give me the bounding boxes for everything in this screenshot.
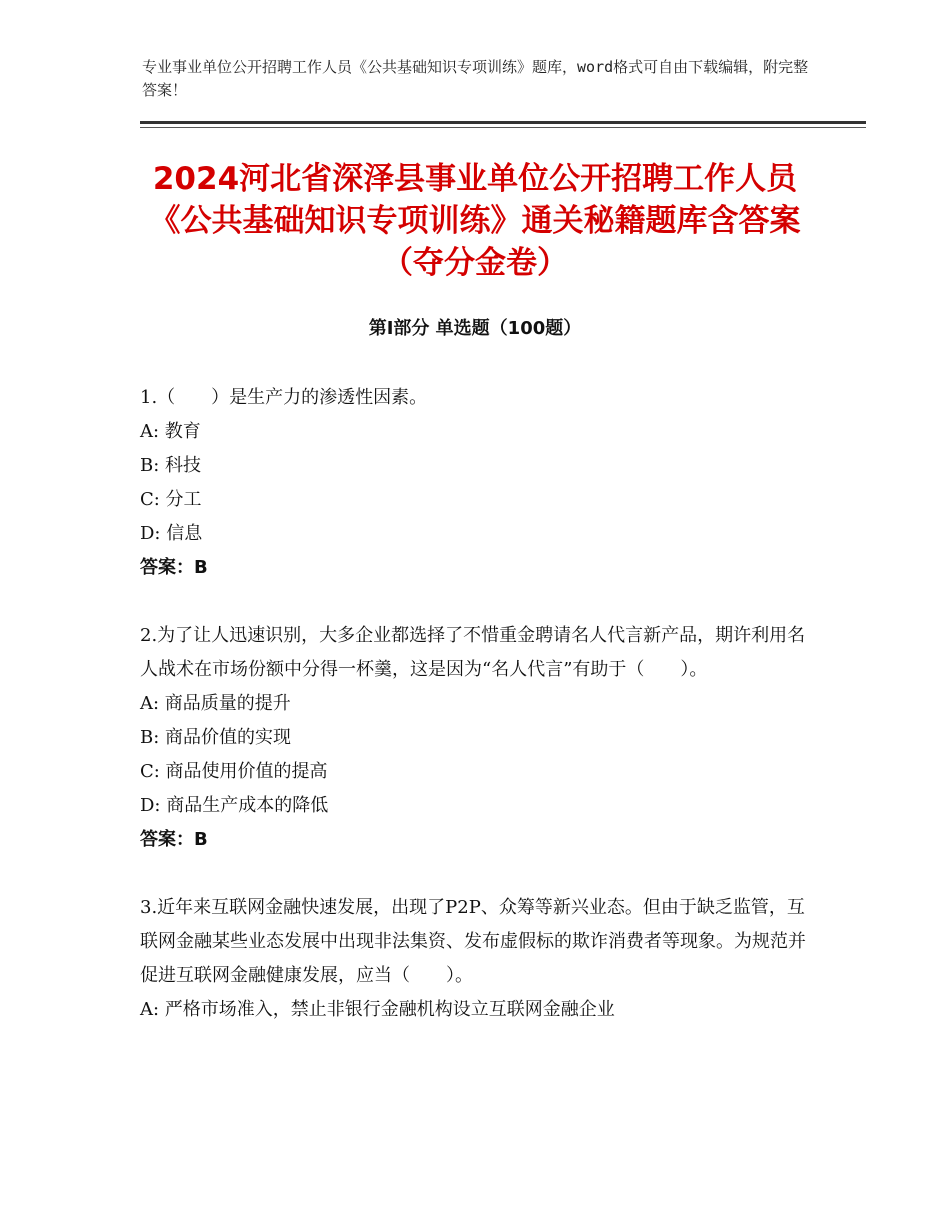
option-a: A: 严格市场准入，禁止非银行金融机构设立互联网金融企业 — [140, 999, 615, 1020]
question-3 — [140, 891, 810, 1027]
question-1 — [140, 381, 810, 585]
option-a: A: 教育 — [140, 421, 201, 442]
header-note: 专业事业单位公开招聘工作人员《公共基础知识专项训练》题库，word格式可自由下载编辑，附完整答案！ — [142, 58, 809, 99]
question-2 — [140, 619, 810, 857]
option-c: C: 商品使用价值的提高 — [140, 761, 328, 782]
question-stem: 2.为了让人迅速识别，大多企业都选择了不惜重金聘请名人代言新产品，期许利用名人战术在市场份额中分得一杯羹，这是因为“名人代言”有助于（ ）。 — [140, 625, 806, 680]
option-d: D: 信息 — [140, 523, 203, 544]
option-b: B: 科技 — [140, 455, 202, 476]
header-divider-thin — [140, 127, 866, 128]
question-stem: 3.近年来互联网金融快速发展，出现了P2P、众筹等新兴业态。但由于缺乏监管，互联网金融某些业态发展中出现非法集资、发布虚假标的欺诈消费者等现象。为规范并促进互联网金融健康发展，应当（ ）。 — [140, 897, 806, 986]
document-title: 2024河北省深泽县事业单位公开招聘工作人员《公共基础知识专项训练》通关秘籍题库含答案（夺分金卷） — [149, 161, 801, 281]
answer: 答案：B — [140, 829, 208, 850]
option-a: A: 商品质量的提升 — [140, 693, 291, 714]
section-title: 第Ⅰ部分 单选题（100题） — [368, 318, 582, 339]
option-c: C: 分工 — [140, 489, 202, 510]
option-b: B: 商品价值的实现 — [140, 727, 292, 748]
question-list — [140, 381, 810, 1061]
answer: 答案：B — [140, 557, 208, 578]
option-d: D: 商品生产成本的降低 — [140, 795, 329, 816]
question-stem: 1.（ ）是生产力的渗透性因素。 — [140, 387, 428, 408]
header-divider-thick — [140, 121, 866, 124]
